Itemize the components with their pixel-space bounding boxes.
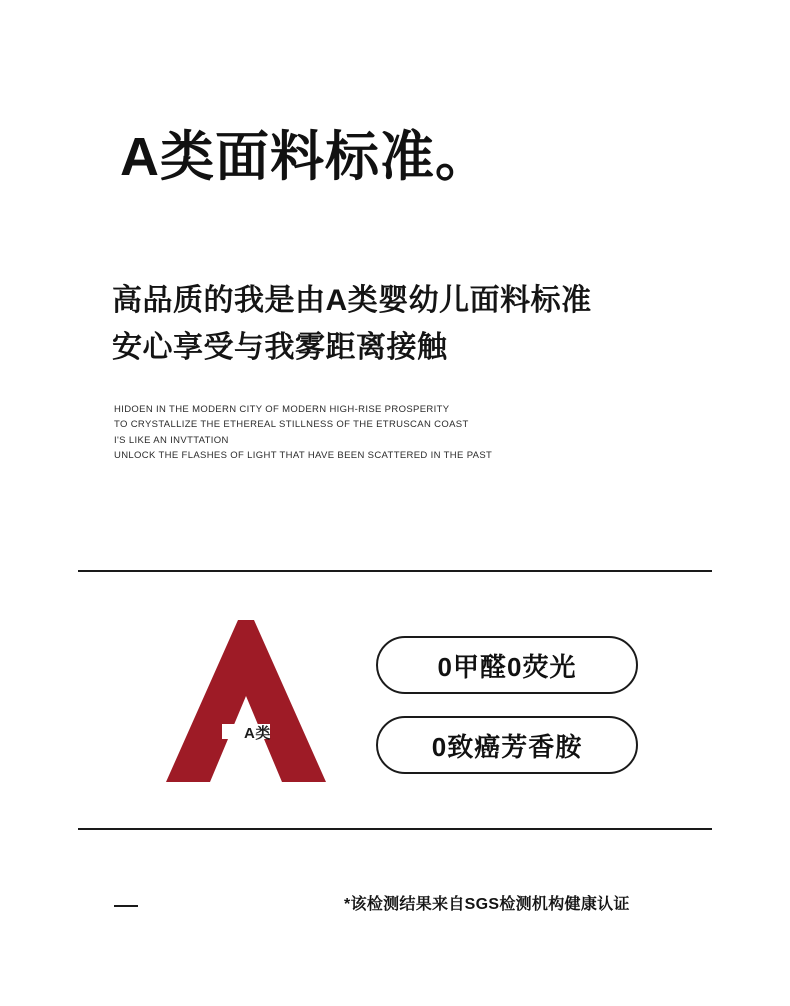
page-title: A类面料标准。 — [120, 127, 490, 187]
badge-label: 0致癌芳香胺 — [431, 731, 583, 762]
badge-no-carcinogenic-amine — [376, 716, 638, 774]
english-line-1: HIDOEN IN THE MODERN CITY OF MODERN HIGH-RISE PROSPERITY — [114, 404, 450, 415]
badge-label: 0甲醛0荧光 — [437, 651, 577, 682]
english-line-3: I'S LIKE AN INVTTATION — [114, 434, 229, 446]
subtitle-line-2: 安心享受与我雾距离接触 — [112, 330, 448, 364]
footer-note: *该检测结果来自SGS检测机构健康认证 — [344, 896, 630, 913]
subtitle-block — [112, 278, 592, 371]
subtitle-line-1: 高品质的我是由A类婴幼儿面料标准 — [112, 284, 592, 317]
letter-a-icon — [166, 620, 326, 782]
badge-no-formaldehyde — [376, 636, 638, 694]
grade-a-logo-label: A类 — [244, 725, 271, 742]
divider-bottom — [78, 828, 712, 830]
grade-a-logo — [166, 620, 326, 782]
english-line-2: TO CRYSTALLIZE THE ETHEREAL STILLNESS OF THE ETRUSCAN COAST — [114, 419, 469, 431]
footer-dash-mark — [114, 905, 138, 907]
divider-top — [78, 570, 712, 572]
english-paragraph — [114, 402, 492, 464]
english-line-4: UNLOCK THE FLASHES OF LIGHT THAT HAVE BEEN SCATTERED IN THE PAST — [114, 450, 493, 462]
